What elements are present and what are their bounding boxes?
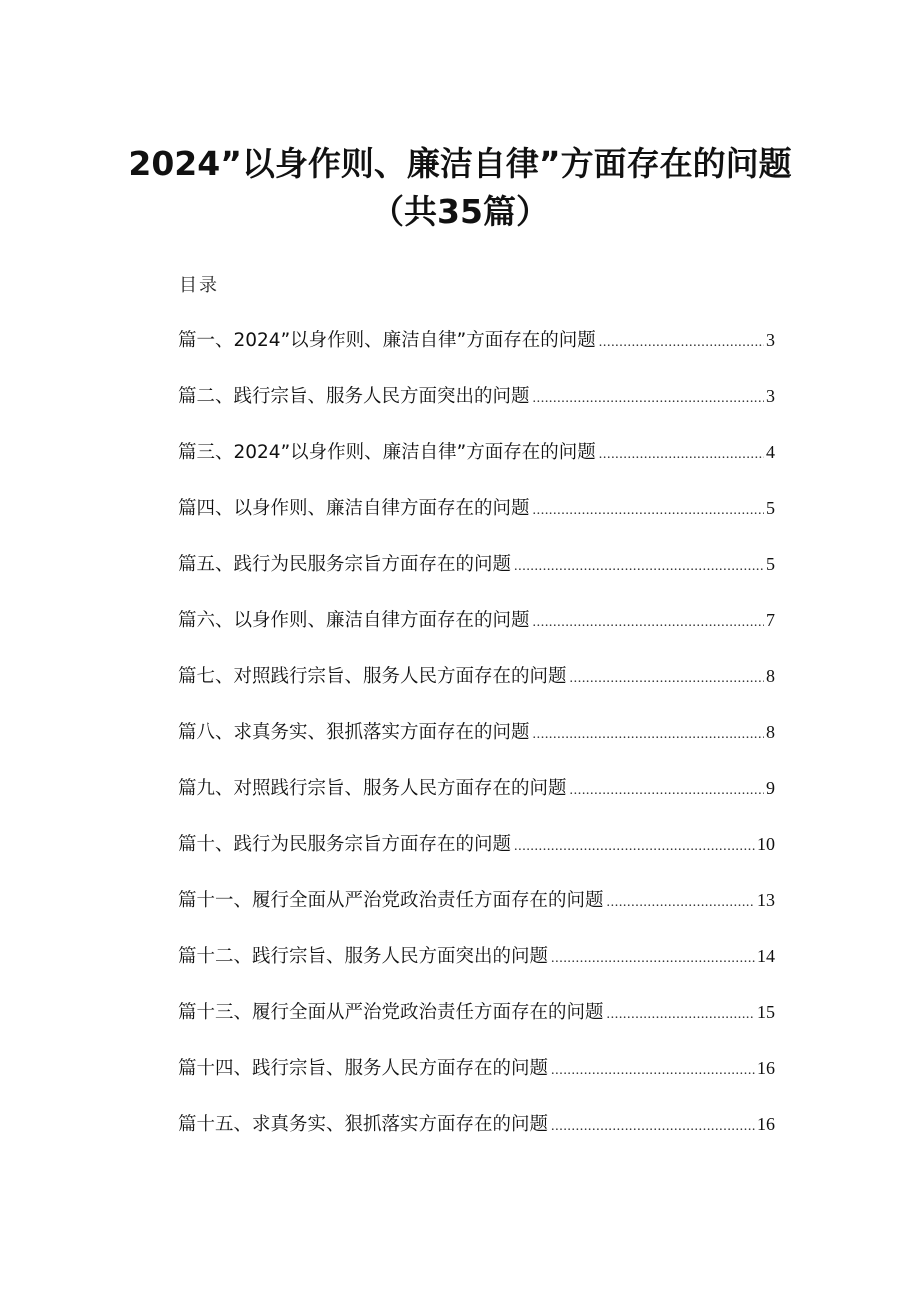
toc-dot-leader [533,384,764,414]
toc-dot-leader [570,776,764,806]
toc-dot-leader [533,720,764,750]
toc-entry[interactable] [178,1109,775,1165]
toc-entry-label[interactable]: 篇十四、践行宗旨、服务人民方面存在的问题 [178,1058,549,1079]
toc-page-number[interactable]: 10 [757,834,775,854]
toc-entry-label[interactable]: 篇五、践行为民服务宗旨方面存在的问题 [178,554,512,575]
toc-page-number[interactable]: 7 [766,610,775,630]
toc-dot-leader [514,832,755,862]
toc-entry-label[interactable]: 篇七、对照践行宗旨、服务人民方面存在的问题 [178,666,567,687]
toc-entry-label[interactable]: 篇十一、履行全面从严治党政治责任方面存在的问题 [178,890,604,911]
toc-dot-leader [533,608,764,638]
toc-page-number[interactable]: 5 [766,498,775,518]
toc-entry-label[interactable]: 篇六、以身作则、廉洁自律方面存在的问题 [178,610,530,631]
toc-page-number[interactable]: 15 [757,1002,775,1022]
document-title: 2024”以身作则、廉洁自律”方面存在的问题 [128,144,792,183]
toc-entry-label[interactable]: 篇四、以身作则、廉洁自律方面存在的问题 [178,498,530,519]
toc-entry-label[interactable]: 篇二、践行宗旨、服务人民方面突出的问题 [178,386,530,407]
toc-dot-leader [607,888,755,918]
toc-dot-leader [599,328,764,358]
toc-entry-label[interactable]: 篇八、求真务实、狠抓落实方面存在的问题 [178,722,530,743]
toc-entry[interactable] [178,437,775,493]
toc-page-number[interactable]: 16 [757,1114,775,1134]
toc-dot-leader [551,1112,755,1142]
toc-page-number[interactable]: 3 [766,330,775,350]
toc-dot-leader [514,552,764,582]
toc-page-number[interactable]: 13 [757,890,775,910]
toc-entry-label[interactable]: 篇九、对照践行宗旨、服务人民方面存在的问题 [178,778,567,799]
toc-entry-label[interactable]: 篇一、2024”以身作则、廉洁自律”方面存在的问题 [178,330,596,351]
toc-page-number[interactable]: 5 [766,554,775,574]
table-of-contents [178,325,775,1165]
toc-entry[interactable] [178,773,775,829]
toc-page-number[interactable]: 3 [766,386,775,406]
toc-dot-leader [551,1056,755,1086]
toc-entry-label[interactable]: 篇十三、履行全面从严治党政治责任方面存在的问题 [178,1002,604,1023]
toc-page-number[interactable]: 4 [766,442,775,462]
toc-entry[interactable] [178,997,775,1053]
toc-entry-label[interactable]: 篇十五、求真务实、狠抓落实方面存在的问题 [178,1114,549,1135]
toc-entry-label[interactable]: 篇十二、践行宗旨、服务人民方面突出的问题 [178,946,549,967]
toc-page-number[interactable]: 9 [766,778,775,798]
toc-dot-leader [551,944,755,974]
toc-entry[interactable] [178,381,775,437]
toc-heading: 目录 [179,275,219,296]
toc-page-number[interactable]: 8 [766,722,775,742]
document-subtitle: （共35篇） [371,192,549,231]
toc-entry[interactable] [178,885,775,941]
toc-dot-leader [533,496,764,526]
toc-entry-label[interactable]: 篇三、2024”以身作则、廉洁自律”方面存在的问题 [178,442,596,463]
toc-dot-leader [607,1000,755,1030]
toc-entry[interactable] [178,493,775,549]
toc-page-number[interactable]: 16 [757,1058,775,1078]
toc-entry[interactable] [178,325,775,381]
toc-dot-leader [599,440,764,470]
toc-page-number[interactable]: 8 [766,666,775,686]
toc-entry[interactable] [178,661,775,717]
toc-entry[interactable] [178,941,775,997]
toc-entry[interactable] [178,605,775,661]
toc-entry[interactable] [178,829,775,885]
toc-entry-label[interactable]: 篇十、践行为民服务宗旨方面存在的问题 [178,834,512,855]
toc-entry[interactable] [178,1053,775,1109]
toc-dot-leader [570,664,764,694]
toc-entry[interactable] [178,549,775,605]
toc-page-number[interactable]: 14 [757,946,775,966]
toc-entry[interactable] [178,717,775,773]
